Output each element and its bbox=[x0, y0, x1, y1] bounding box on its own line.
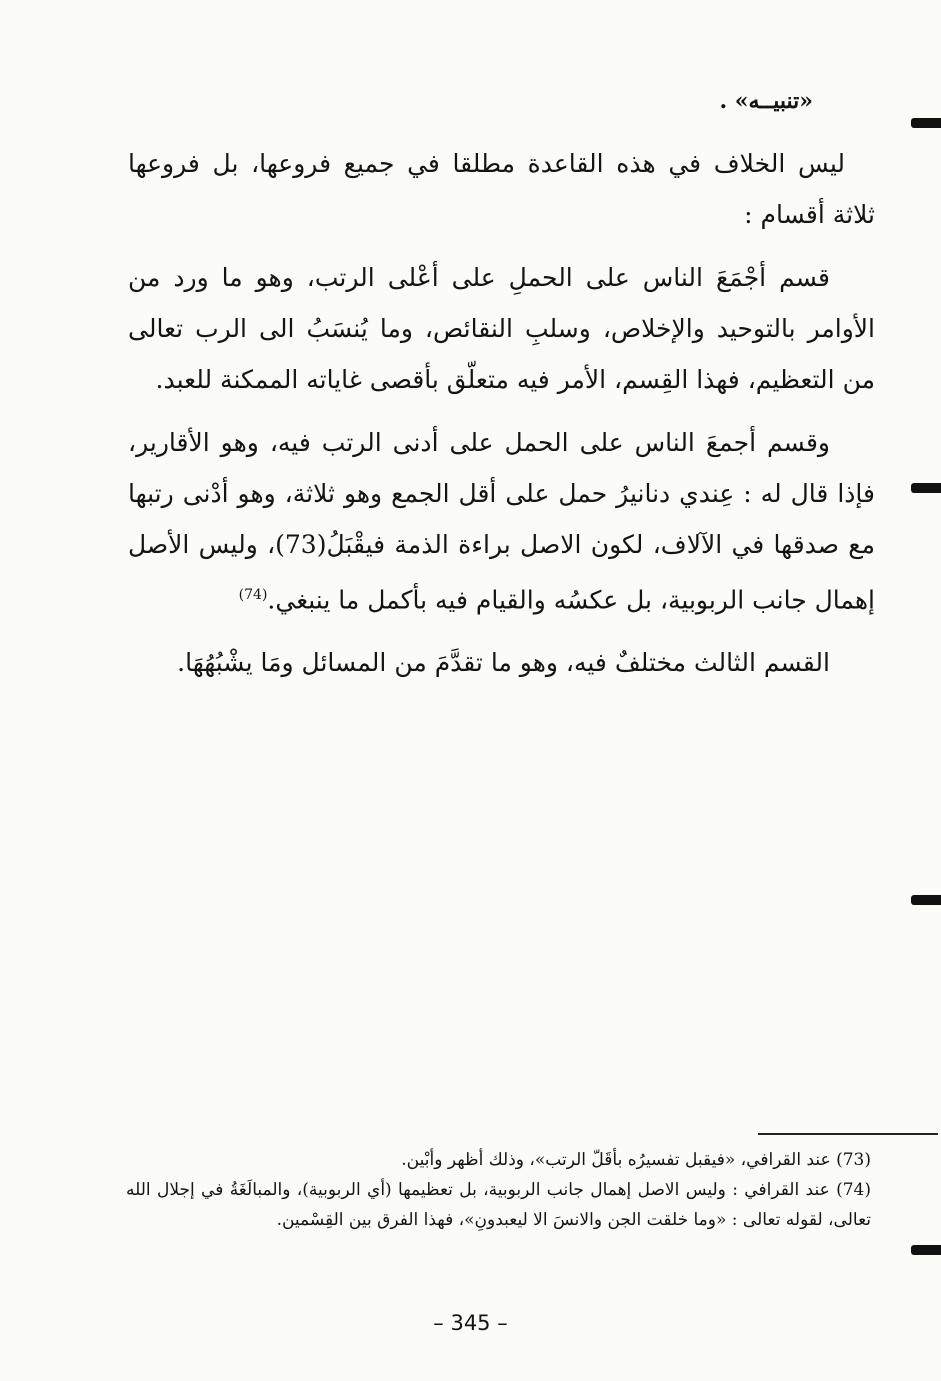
footnotes bbox=[126, 1145, 871, 1235]
body-text bbox=[128, 138, 875, 700]
footnote-separator bbox=[758, 1133, 938, 1135]
paragraph-third-section: القسم الثالث مختلفٌ فيه، وهو ما تقدَّمَ من المسائل ومَا يشْبُهُهَا. bbox=[177, 648, 830, 678]
margin-scan-mark bbox=[911, 1245, 941, 1255]
margin-scan-mark bbox=[911, 483, 941, 493]
section-heading: «تنبيــه» . bbox=[719, 88, 813, 114]
footnote-ref-74: (74) bbox=[238, 587, 268, 603]
paragraph-intro: ليس الخلاف في هذه القاعدة مطلقا في جميع فروعها، بل فروعها ثلاثة أقسام : bbox=[128, 149, 875, 229]
footnote-73: (73) عند القرافي، «فيقبل تفسيرُه بأقَلّ الرتب»، وذلك أظهر وأبْين. bbox=[401, 1150, 871, 1170]
paragraph-first-section: قسم أجْمَعَ الناس على الحملِ على أعْلى الرتب، وهو ما ورد من الأوامر بالتوحيد والإخلاص، وسلبِ النقائص، وما يُنسَبُ الى الرب تعالى من التعظيم، فهذا القِسم، الأمر فيه متعلّق بأقصى غاياته الممكنة للعبد. bbox=[128, 263, 875, 394]
margin-scan-mark bbox=[911, 895, 941, 905]
page-number: – 345 – bbox=[433, 1311, 508, 1335]
footnote-74: (74) عند القرافي : وليس الاصل إهمال جانب الربوبية، بل تعظيمها (أي الربوبية)، والمبالَغَةُ في إجلال الله تعالى، لقوله تعالى : «وما خلقت الجن والانسَ الا ليعبدونِ»، فهذا الفرق بين القِسْمين. bbox=[126, 1180, 871, 1230]
paragraph-second-section: وقسم أجمعَ الناس على الحمل على أدنى الرتب فيه، وهو الأقارير، فإذا قال له : عِندي دنانيرُ حمل على أقل الجمع وهو ثلاثة، وهو أدْنى رتبها مع صدقها في الآلاف، لكون الاصل براءة الذمة فيقْبَلُ(73)، وليس الأصل إهمال جانب الربوبية، بل عكسُه والقيام فيه بأكمل ما ينبغي.$^{(74)}$ bbox=[128, 428, 875, 615]
margin-scan-mark bbox=[911, 118, 941, 128]
